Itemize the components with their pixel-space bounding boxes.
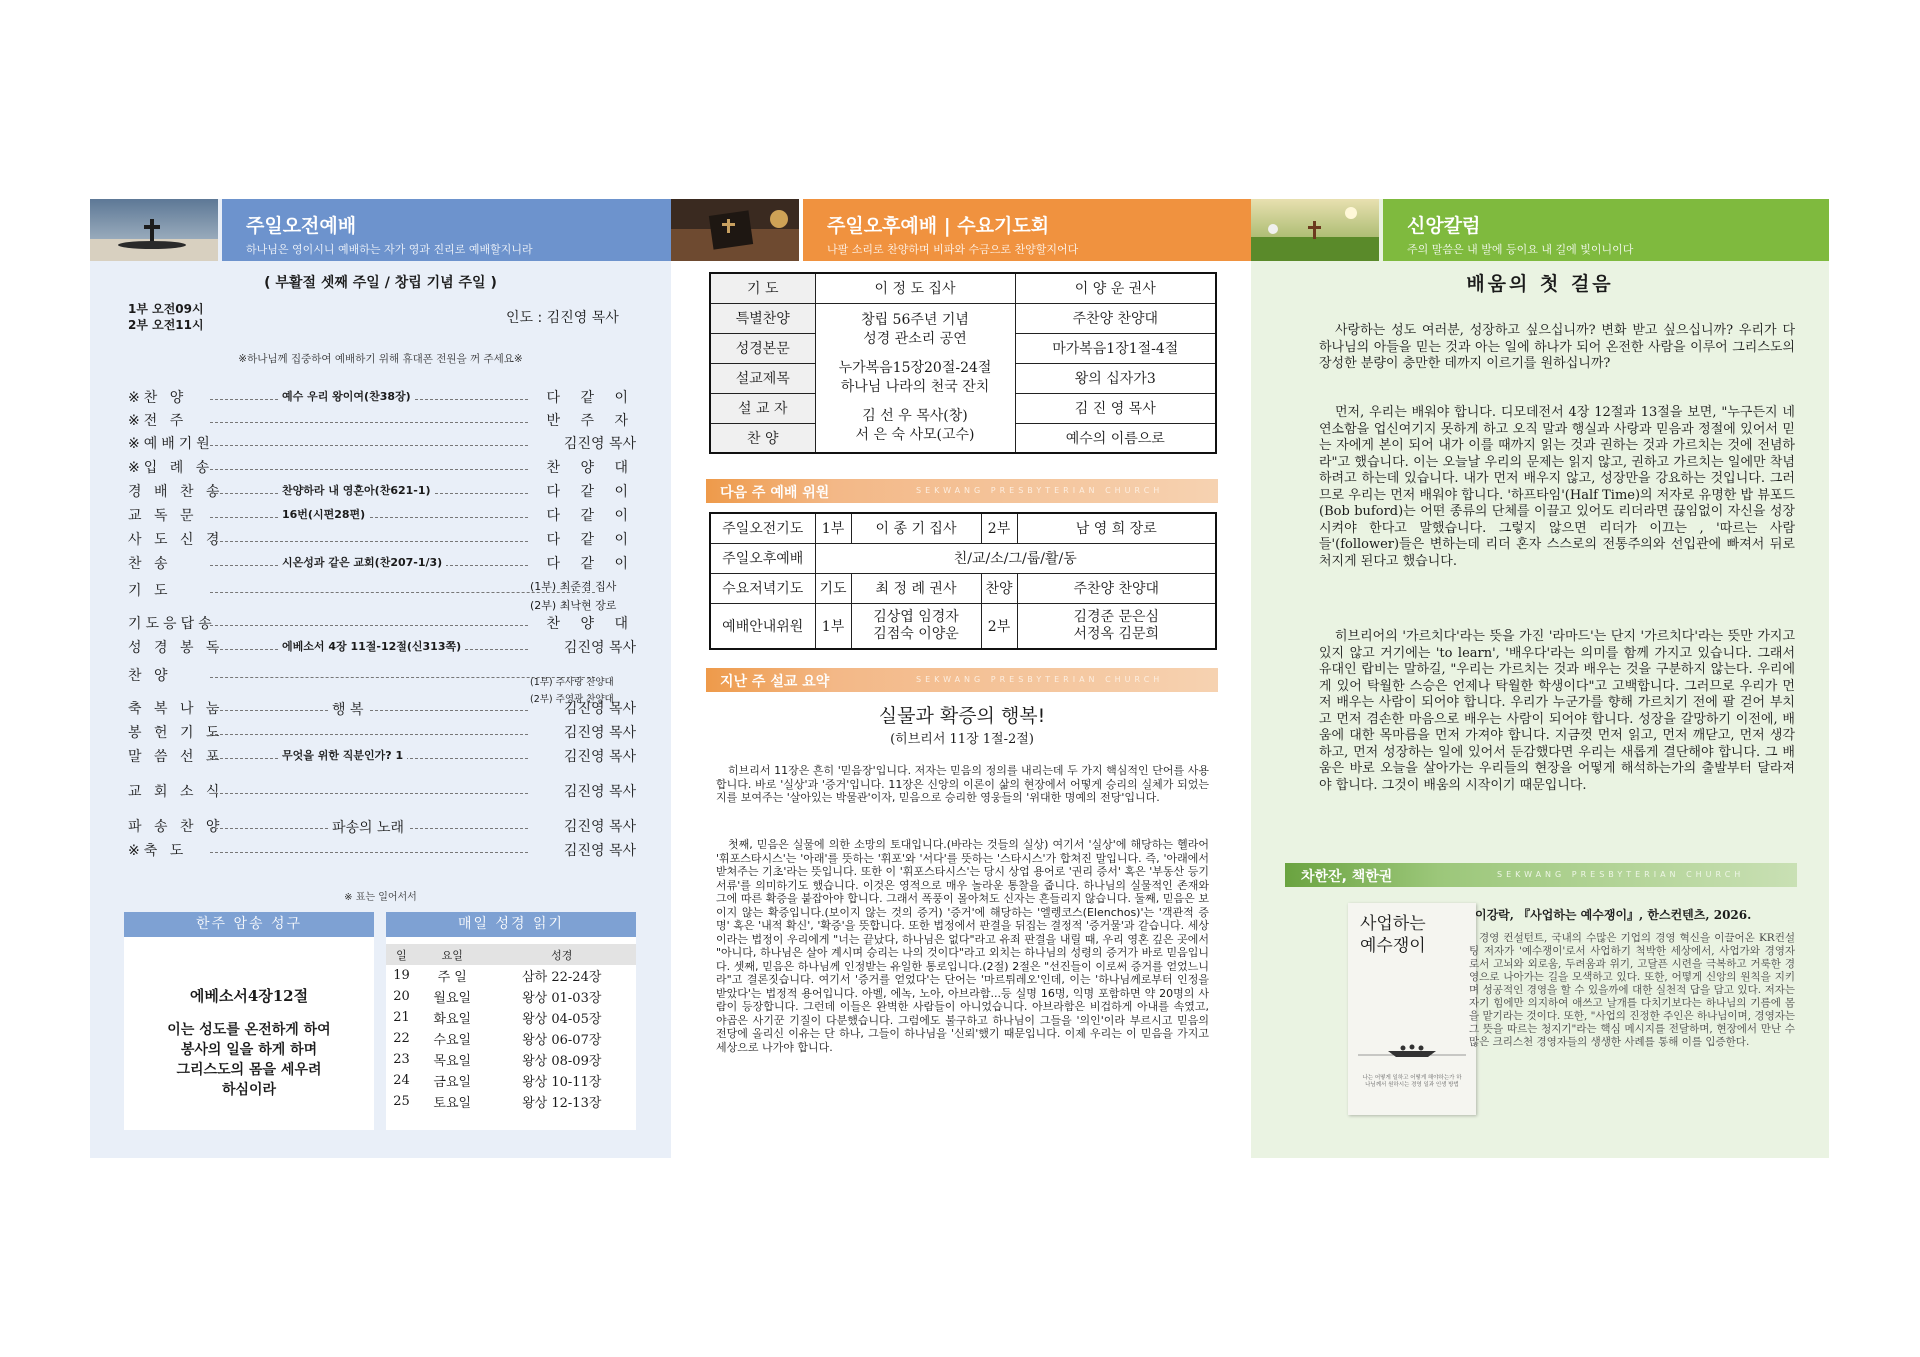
order-detail: 시온성과 같은 교회(찬207-1/3) [278,554,446,570]
next-week-bar [706,479,1218,503]
book-review: 경영 컨설턴트, 국내의 수많은 기업의 경영 혁신을 이끌어온 KR컨설팅 저자가 '예수쟁이'로서 사업하기 척박한 세상에서, 사업가와 경영자로서 고뇌와 외로움, 두려움과 위기, 고달픈 시련을 극복하고 거룩한 경영으로 나아가는 길을 모색하고 있다. 또한, 어떻게 신앙의 원칙을 지키며 성공적인 경영을 할 수 있을까에 대한 실천적 답을 담고 있다. 저자는 자기 힘에만 의지하여 애쓰고 날개를 다치기보다는 하나님의 기름에 몸을 맡기라는 것이다. 또한, "사업의 진정한 주인은 하나님이며, 경영자는 그 뜻을 따르는 청지기"라는 핵심 메시지를 전달하며, 현장에서 만난 수많은 크리스천 경영자들의 생생한 사례를 통해 이를 입증한다. [1469,932,1795,1048]
daily-bible-table [386,944,636,1112]
sermon-paragraph-1: 히브리서 11장은 흔히 '믿음장'입니다. 저자는 믿음의 정의를 내리는데 두 가지 핵심적인 단어를 사용합니다. 바로 '실상'과 '증거'입니다. 11장은 신앙의 이론이 삶의 현장에서 어떻게 승리의 실체가 되었는지를 보여주는 '살아있는 박물관'이자, 믿음으로 승리한 영웅들의 '위대한 명예의 전당'입니다. [716,764,1209,804]
order-row [128,781,636,801]
service-title: ( 부활절 셋째 주일 / 창립 기념 주일 ) [264,275,497,291]
order-label: 성 경 봉 독 [128,640,224,656]
order-person: 김진영 목사 [563,819,636,835]
header-title: 주일오후예배 | 수요기도회 [827,215,1050,237]
memory-verse-text [124,1020,374,1100]
leader-line [210,625,528,626]
order-person: 김진영 목사 [563,701,636,717]
daily-bible-box [386,912,636,1130]
cell: 기 도 [710,273,815,303]
order-row [128,553,636,573]
order-person: 김진영 목사 [563,749,636,765]
special-program-cell [815,303,1015,453]
cell: 이 양 운 권사 [1015,273,1216,303]
church-name-en: SEKWANG PRESBYTERIAN CHURCH [916,675,1164,684]
order-row [128,529,636,549]
order-label: 파 송 찬 양 [128,819,224,835]
bible-row [386,965,636,986]
order-row [128,457,636,477]
stand-note: ※ 표는 일어서서 [344,892,417,903]
phone-notice: ※하나님께 집중하여 예배하기 위해 휴대폰 전원을 꺼 주세요※ [238,353,523,365]
cross-beach-photo [90,199,218,261]
cell: 김 진 영 목사 [1015,393,1216,423]
cell: 마가복음1장1절-4절 [1015,333,1216,363]
memory-verse-box [124,912,374,1130]
bible-cell: 화요일 [433,1012,472,1027]
bible-cell: 22 [393,1031,410,1046]
bible-cell: 왕상 12-13장 [522,1096,602,1111]
leader-line [210,852,528,853]
bible-cell: 왕상 08-09장 [522,1054,602,1069]
memory-verse-ref: 에베소서4장12절 [189,987,309,1005]
cross-field-photo [1251,199,1379,261]
book-cover-title: 사업하는 예수쟁이 [1360,914,1426,956]
sermon-summary-title: 지난 주 설교 요약 [720,674,830,690]
order-row [128,746,636,766]
order-row [128,410,636,430]
daily-bible-title: 매일 성경 읽기 [386,912,636,937]
order-detail: 행 복 [328,699,368,719]
cell: 이 정 도 집사 [815,273,1015,303]
afternoon-schedule-table [709,272,1217,454]
cell: 기도 [815,573,851,603]
order-label: ※예배기원 [128,436,214,452]
bible-cell: 20 [393,989,410,1004]
next-week-table [709,512,1217,650]
program-c: 김 선 우 목사(창) 서 은 숙 사모(고수) [855,407,975,443]
faith-column-panel [1251,199,1829,1158]
morning-header [90,199,671,261]
cell: 주찬양 찬양대 [1015,303,1216,333]
cell: 특별찬양 [710,303,815,333]
morning-service-panel [90,199,671,1158]
order-detail: 예수 우리 왕이여(찬38장) [278,388,415,404]
order-person: 김진영 목사 [563,725,636,741]
bible-row [386,1028,636,1049]
afternoon-header [671,199,1251,261]
bible-cell: 왕상 06-07장 [522,1033,602,1048]
header-subtitle: 하나님은 영이시니 예배하는 자가 영과 진리로 예배할지니라 [246,243,533,256]
cell: 수요저녁기도 [710,573,815,603]
service-time-1: 1부 오전09시 [128,302,204,316]
order-label: 축 복 나 눔 [128,701,224,717]
header-subtitle: 주의 말씀은 내 발에 등이요 내 길에 빛이니이다 [1407,243,1634,256]
leader-line [210,710,528,711]
bible-row [386,1049,636,1070]
order-label: 교 회 소 식 [128,784,224,800]
bible-cell: 왕상 01-03장 [522,991,602,1006]
bible-cell: 25 [393,1094,410,1109]
header-band [222,199,671,261]
next-week-title: 다음 주 예배 위원 [720,485,830,501]
order-detail: 16번(시편28편) [278,506,369,522]
order-row [128,613,636,633]
header-subtitle: 나팔 소리로 찬양하며 비파와 수금으로 찬양할지어다 [827,243,1079,256]
book-section-title: 차한잔, 책한권 [1301,869,1393,885]
order-row [128,387,636,407]
sermon-summary-bar [706,668,1218,692]
program-b: 누가복음15장20절-24절 하나님 나라의 천국 잔치 [838,359,992,395]
column-header [1251,199,1829,261]
ushers-first: 김상엽 임경자 김점숙 이양운 [851,603,981,649]
memory-verse-line: 봉사의 일을 하게 하며 [180,1042,318,1058]
cell: 남 영 희 장로 [1017,513,1216,543]
order-label: 봉 헌 기 도 [128,725,224,741]
order-person: 다 같 이 [546,484,636,500]
order-row [128,816,636,836]
book-section-bar [1285,863,1797,887]
book-citation: 이강락, 『사업하는 예수쟁이』, 한스컨텐츠, 2026. [1475,908,1752,922]
order-person: 다 같 이 [546,532,636,548]
cell: 1부 [815,603,851,649]
bible-cell: 금요일 [433,1075,472,1090]
order-person: 다 같 이 [546,556,636,572]
header-band [803,199,1251,261]
bible-cell: 수요일 [433,1033,472,1048]
cell: 최 정 례 권사 [851,573,981,603]
bible-cell: 왕상 04-05장 [522,1012,602,1027]
service-leader: 인도 : 김진영 목사 [506,310,619,326]
bible-cell: 21 [393,1010,410,1025]
cell: 주일오전기도 [710,513,815,543]
header-title: 주일오전예배 [246,215,357,237]
cell: 예수의 이름으로 [1015,423,1216,453]
column-title: 배움의 첫 걸음 [1466,273,1614,295]
sermon-paragraph-2: 첫째, 믿음은 실물에 의한 소망의 토대입니다.(바라는 것들의 실상) 여기서 '실상'에 해당하는 헬라어 '휘포스타시스'는 '아래'를 뜻하는 '휘포'와 '서다'를 뜻하는 '스타시스'가 합쳐진 말입니다. 즉, '아래에서 받쳐주는 기초'라는 뜻입니다. 또한 이 '휘포스타시스'는 당시 상업 용어로 '권리 증서' 혹은 '부동산 등기 서류'를 의미하기도 했습니다. 이것은 영적으로 매우 놀라운 통찰을 줍니다. 하나님의 실물적인 존재와 그에 따른 확증을 붙잡아야 합니다. 그래서 폭풍이 몰아쳐도 신자는 흔들리지 않습니다. 둘째, 믿음은 보이지 않는 확증입니다.(보이지 않는 것의 증거) '증거'에 해당하는 '엘렝코스(Elenchos)'는 '객관적 증명' 혹은 '내적 확신', '확증'을 뜻합니다. 또한 법정에서 판결을 뒤집는 결정적 '증거물'과 같습니다. 세상이라는 법정이 우리에게 "너는 끝났다, 하나님은 없다"라고 유죄 판결을 내릴 때, 우리 영혼 깊은 곳에서 "아니다, 하나님은 살아 계시며 승리는 나의 것이다"라고 외치는 하나님의 성령의 증거가 바로 믿음입니다. 셋째, 믿음은 하나님께 인정받는 유일한 통로입니다.(2절) 2절은 "선진들이 이로써 증거를 얻었느니라"고 결론짓습니다. 여기서 '증거를 얻었다'는 단어는 '마르튀레오'인데, 이는 '하나님께로부터 인정을 받았다'는 법정적 용어입니다. 아벨, 에녹, 노아, 아브라함...등 실명 16명, 익명 포함하면 약 20명의 사람이 등장합니다. 그런데 이들은 완벽한 사람들이 아니었습니다. 아브라함은 비겁하게 아내를 속였고, 야곱은 사기꾼 기질이 다분했습니다. 그럼에도 불구하고 하나님이 그들을 '의인'이라 부르시고 믿음의 전당에 올리신 이유는 단 하나, 그들이 하나님을 '신뢰'했기 때문입니다. 이제 우리는 이 믿음을 가지고 세상으로 나가야 합니다. [716,838,1209,1054]
cell: 1부 [815,513,851,543]
book-cover-subtitle: 나는 어떻게 일하고 어떻게 해야하는가 하나님께서 원하시는 경영 일과 인생 방법 [1362,1075,1462,1088]
order-label: 경 배 찬 송 [128,484,224,500]
leader-line [210,469,528,470]
bible-cell: 19 [393,968,410,983]
order-detail: 에베소서 4장 11절-12절(신313쪽) [278,638,465,654]
cell: 설 교 자 [710,393,815,423]
order-label: 사 도 신 경 [128,532,224,548]
bible-candle-photo [671,199,799,261]
order-label: 기 도 [128,583,172,599]
prayer-1: (1부) 최준겸 집사 [530,580,617,593]
order-person: 다 같 이 [546,508,636,524]
order-detail: 무엇을 위한 직분인가? 1 [278,747,407,763]
order-person: 찬 양 대 [546,616,636,632]
order-row [128,505,636,525]
bible-header-cell: 성경 [551,948,573,962]
bible-cell: 24 [393,1073,410,1088]
cell: 설교제목 [710,363,815,393]
order-person: 김진영 목사 [563,843,636,859]
bible-row [386,1091,636,1112]
cell: 찬양 [981,573,1017,603]
bible-cell: 주 일 [437,970,467,985]
bible-cell: 월요일 [433,991,472,1006]
program-a: 창립 56주년 기념 성경 관소리 공연 [861,311,969,347]
service-time-2: 2부 오전11시 [128,318,204,332]
cell: 2부 [981,603,1017,649]
order-label: 찬 양 [128,668,172,684]
leader-line [210,445,528,446]
bible-row [386,1070,636,1091]
order-label: 기도응답송 [128,616,216,632]
cell: 왕의 십자가3 [1015,363,1216,393]
cell: 성경본문 [710,333,815,363]
leader-line [210,541,528,542]
cell: 찬 양 [710,423,815,453]
memory-verse-line: 하심이라 [221,1082,277,1098]
choir-1: (1부) 주사랑 찬양대 [530,677,614,688]
order-person: 김진영 목사 [563,436,636,452]
bible-cell: 왕상 10-11장 [522,1075,602,1090]
leader-line [210,734,528,735]
order-label: ※찬 양 [128,390,188,406]
sermon-reference: (히브리서 11장 1절-2절) [890,732,1034,747]
cell: 2부 [981,513,1017,543]
order-person: 반 주 자 [546,413,636,429]
leader-line [210,793,528,794]
order-detail: 파송의 노래 [328,817,408,837]
column-paragraph-1: 사랑하는 성도 여러분, 성장하고 싶으십니까? 변화 받고 싶으십니까? 우리가 다 하나님의 아들을 믿는 것과 아는 일에 하나가 되어 온전한 사람을 이루어 그리스도의 장성한 분량이 충만한 데까지 이르기를 원하십니까? [1319,323,1795,371]
ushers-second: 김경준 문은심 서정옥 김문희 [1017,603,1216,649]
choir-2: (2부) 주영광 찬양대 [530,694,614,705]
bible-cell: 토요일 [433,1096,472,1111]
bible-row [386,986,636,1007]
order-row [128,840,636,860]
header-band [1383,199,1829,261]
prayer-2: (2부) 최낙현 장로 [530,599,617,612]
bible-cell: 23 [393,1052,410,1067]
order-label: 교 독 문 [128,508,198,524]
header-title: 신앙칼럼 [1407,215,1481,237]
order-row [128,433,636,453]
order-row [128,722,636,742]
cell: 예배안내위원 [710,603,815,649]
memory-verse-line: 이는 성도를 온전하게 하여 [167,1022,331,1038]
order-label: ※입 례 송 [128,460,214,476]
order-person: 다 같 이 [546,390,636,406]
cell: 주일오후예배 [710,543,815,573]
sermon-heading: 실물과 확증의 행복! [878,705,1046,727]
cell: 이 종 기 집사 [851,513,981,543]
leader-line [210,422,528,423]
boat-icon [1358,1033,1466,1063]
cell: 친/교/소/그/룹/활/동 [815,543,1216,573]
bible-header-cell: 요일 [441,948,463,962]
order-label: ※전 주 [128,413,188,429]
bible-row [386,1007,636,1028]
order-label: 말 씀 선 포 [128,749,224,765]
church-name-en: SEKWANG PRESBYTERIAN CHURCH [916,486,1164,495]
memory-verse-title: 한주 암송 성구 [124,912,374,937]
memory-verse-line: 그리스도의 몸을 세우려 [176,1062,322,1078]
church-name-en: SEKWANG PRESBYTERIAN CHURCH [1497,870,1745,879]
bible-cell: 목요일 [433,1054,472,1069]
order-person: 찬 양 대 [546,460,636,476]
column-paragraph-3: 히브리어의 '가르치다'라는 뜻을 가진 '라마드'는 단지 '가르치다'라는 뜻만 가지고 있지 않고 거기에는 'to learn', '배우다'라는 의미를 함께 가지고 있습니다. 그래서 유대인 랍비는 말하길, "우리는 가르치는 것과 배우는 것을 구분하지 않는다. 우리에게 있어 탁월한 스승은 언제나 탁월한 학생이다"고 고백합니다. 그러므로 우리가 먼저 배우는 사람이 되어야 합니다. 우리가 누군가를 향해 가르치기 전에 팔 걷어 부치고 먼저 겸손한 마음으로 배우는 사람이 되어야 합니다. 성장을 갈망하기 이전에, 배움에 대한 목마름을 먼저 가져야 합니다. 지금껏 먼저 읽고, 먼저 깨닫고, 먼저 생각하고, 먼저 성장하는 일에 있어서 둔감했다면 우리는 새롭게 결단해야 합니다. 그 배움은 바로 오늘을 살아가는 우리들의 현장을 어떻게 해석하는가의 출발부터 달라져야 합니다. 그것이 배움의 시작이기 때문입니다. [1319,629,1795,793]
cell: 주찬양 찬양대 [1017,573,1216,603]
order-detail: 찬양하라 내 영혼아(찬621-1) [278,482,435,498]
bible-header-cell: 일 [396,948,407,962]
bible-cell: 삼하 22-24장 [522,970,602,985]
order-person: 김진영 목사 [563,784,636,800]
order-row [128,481,636,501]
column-paragraph-2: 먼저, 우리는 배워야 합니다. 디모데전서 4장 12절과 13절을 보면, "누구든지 네 연소함을 업신여기지 못하게 하고 오직 말과 행실과 사랑과 믿음과 정절에 있어서 믿는 자에게 본이 되어 내가 이를 때까지 읽는 것과 권하는 것과 가르치는 것에 전념하라"고 했습니다. 이는 오늘날 우리의 문제는 읽지 않고, 권하고 가르치는 일에만 착념하려고 하는데 있습니다. 내가 먼저 배우지 않고, 성장만을 강요하는 것입니다. 그러므로 우리는 먼저 배워야 합니다. '하프타임'(Half Time)의 저자로 유명한 밥 뷰포드(Bob buford)는 어떤 종류의 단체를 이끌고 있어도 리더라면 끊임없이 자신을 성장시켜야 한다고 말했습니다. 그렇지 않으면 리더가 이끄는 , '따르는 사람들'(follower)들은 변하는데 리더 혼자 스스로의 전통주의와 선입관에 빠져서 뒤로 처지게 된다고 했습니다. [1319,405,1795,569]
order-row [128,637,636,657]
order-label: ※축 도 [128,843,188,859]
order-label: 찬 송 [128,556,172,572]
book-cover [1348,903,1476,1115]
order-person: 김진영 목사 [563,640,636,656]
